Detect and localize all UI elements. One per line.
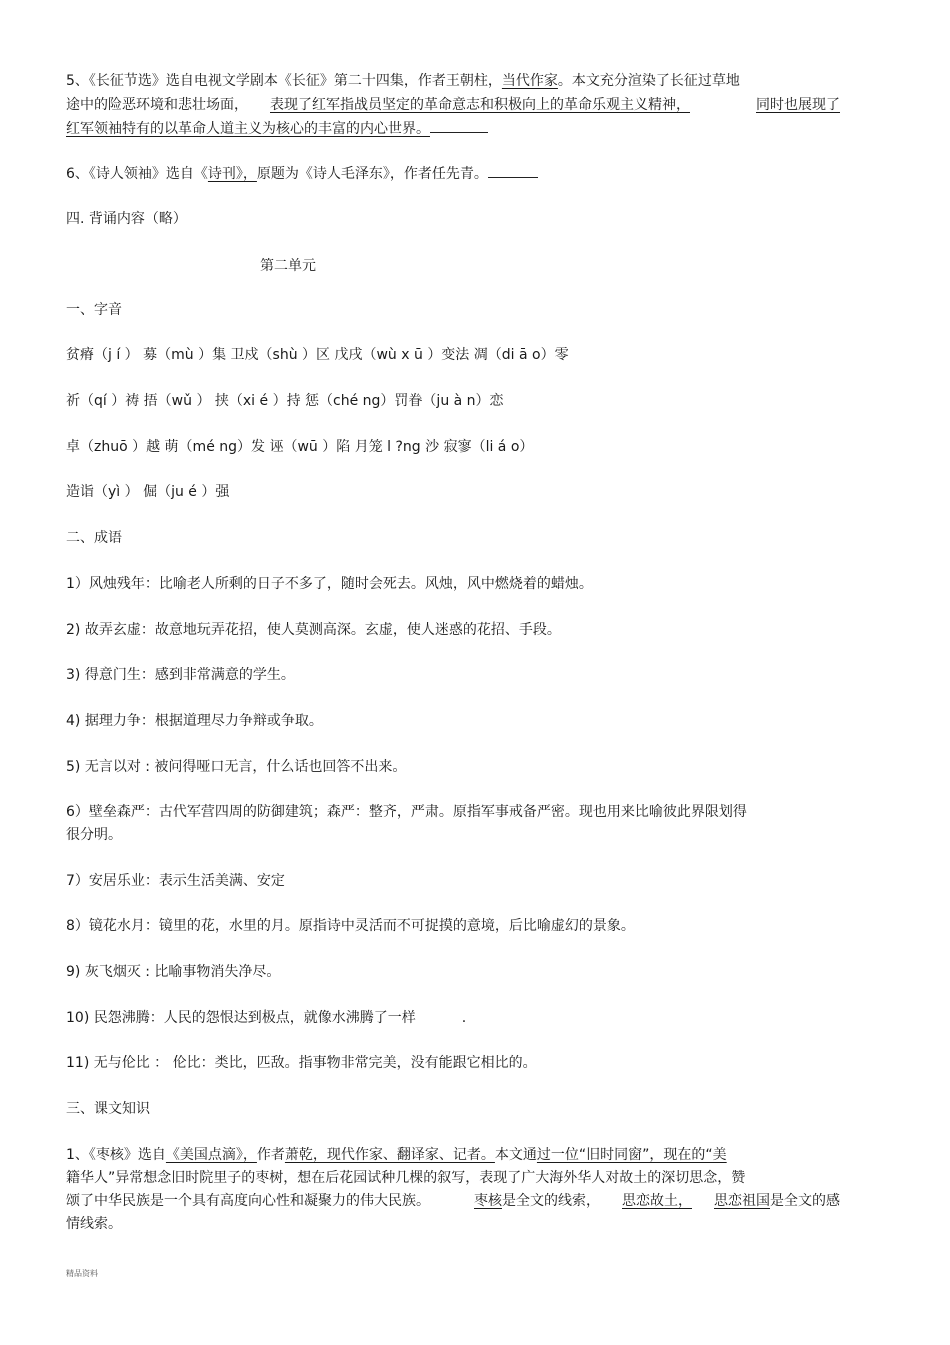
text: 。本文充分渲染了长征过草地	[557, 73, 740, 89]
underlined-text: 萧乾，现代作家、翻译家、记者。	[284, 1147, 495, 1163]
underlined-text: 表现了红军指战员坚定的革命意志和积极向上的革命乐观主义精神，	[270, 97, 690, 113]
underline-blank	[430, 118, 488, 133]
underlined-text: 《美国点滴》，	[165, 1147, 257, 1163]
unit-title: 第二单元	[260, 258, 316, 274]
knowledge-line-4: 情线索。	[66, 1216, 122, 1232]
pronunciation-line: 贫瘠（j í ） 募（mù ）集 卫戍（shù ）区 戊戌（wù x ū ）变法 凋（di ā o）零	[66, 347, 569, 363]
knowledge-line-2: 籍华人”异常想念旧时院里子的枣树，想在后花园试种几棵的叙写，表现了广大海外华人对故土的深切思念，赞	[66, 1170, 746, 1186]
para-6	[66, 163, 896, 186]
text: 是全文的感	[770, 1193, 840, 1209]
text: 途中的险恶环境和悲壮场面，	[66, 97, 248, 113]
underlined-text: 红军领袖特有的以革命人道主义为核心的丰富的内心世界。	[66, 121, 430, 137]
section-4-heading: 四. 背诵内容（略）	[66, 211, 187, 227]
idiom-item: 4) 据理力争：根据道理尽力争辩或争取。	[66, 713, 323, 729]
underlined-text: 当代作家	[501, 73, 558, 89]
text: 1、《枣核》选自	[66, 1147, 166, 1163]
text: 10) 民怨沸腾：人民的怨恨达到极点，就像水沸腾了一样	[66, 1010, 416, 1026]
pronunciation-line: 造诣（yì ） 倔（ju é ）强	[66, 484, 230, 500]
text: 5、《长征节选》选自电视文学剧本《长征》第二十四集，作者王朝柱，	[66, 73, 502, 89]
text: 本文通	[494, 1147, 537, 1163]
underline-blank	[488, 163, 538, 178]
text: .	[461, 1010, 467, 1026]
underlined-text: 诗刊》，	[207, 166, 257, 182]
idiom-item: 8）镜花水月：镜里的花，水里的月。原指诗中灵活而不可捉摸的意境，后比喻虚幻的景象。	[66, 918, 635, 934]
idiom-item: 1）风烛残年：比喻老人所剩的日子不多了，随时会死去。风烛，风中燃烧着的蜡烛。	[66, 576, 593, 592]
para-5-line-2	[66, 94, 896, 117]
text: 颂了中华民族是一个具有高度向心性和凝聚力的伟大民族。	[66, 1193, 430, 1209]
idiom-item: 9) 灰飞烟灭 : 比喻事物消失净尽。	[66, 964, 281, 980]
idiom-item	[66, 1007, 896, 1030]
idiom-item: 6）壁垒森严：古代军营四周的防御建筑；森严：整齐，严肃。原指军事戒备严密。现也用来比喻彼此界限划得	[66, 804, 747, 820]
knowledge-line-1	[66, 1144, 896, 1167]
idiom-item-continued: 很分明。	[66, 827, 122, 843]
page-footer: 精品资料	[66, 1269, 98, 1278]
section-heading-knowledge: 三、课文知识	[66, 1101, 150, 1117]
idiom-item: 11) 无与伦比 ： 伦比：类比，匹敌。指事物非常完美，没有能跟它相比的。	[66, 1055, 537, 1071]
knowledge-line-3	[66, 1190, 896, 1213]
text: 是全文的线索，	[502, 1193, 600, 1209]
para-5-line-1	[66, 70, 896, 93]
underlined-text: 过一位“旧时同窗”，现在的“美	[536, 1147, 727, 1163]
underlined-text: 同时也展现了	[756, 97, 840, 113]
idiom-item: 5) 无言以对 : 被问得哑口无言，什么话也回答不出来。	[66, 759, 407, 775]
underlined-text: 思恋祖国	[714, 1193, 770, 1209]
idiom-item: 2) 故弄玄虚：故意地玩弄花招，使人莫测高深。玄虚，使人迷惑的花招、手段。	[66, 622, 561, 638]
idiom-item: 3) 得意门生：感到非常满意的学生。	[66, 667, 295, 683]
underlined-text: 枣核	[474, 1193, 502, 1209]
section-heading-pronunciation: 一、字音	[66, 302, 122, 318]
underlined-text: 思恋故土，	[622, 1193, 692, 1209]
pronunciation-line: 祈（qí ）祷 捂（wǔ ） 挟（xi é ）持 惩（ché ng）罚眷（ju à n）恋	[66, 393, 504, 409]
para-5-line-3	[66, 118, 896, 141]
section-heading-idioms: 二、成语	[66, 530, 122, 546]
text: 原题为《诗人毛泽东》，作者任先青。	[256, 166, 488, 182]
text: 6、《诗人领袖》选自《	[66, 166, 208, 182]
idiom-item: 7）安居乐业：表示生活美满、安定	[66, 873, 285, 889]
text: 作者	[256, 1147, 285, 1163]
pronunciation-line: 卓（zhuō ）越 萌（mé ng）发 诬（wū ）陷 月笼 l ?ng 沙 寂寥（li á o）	[66, 439, 534, 455]
